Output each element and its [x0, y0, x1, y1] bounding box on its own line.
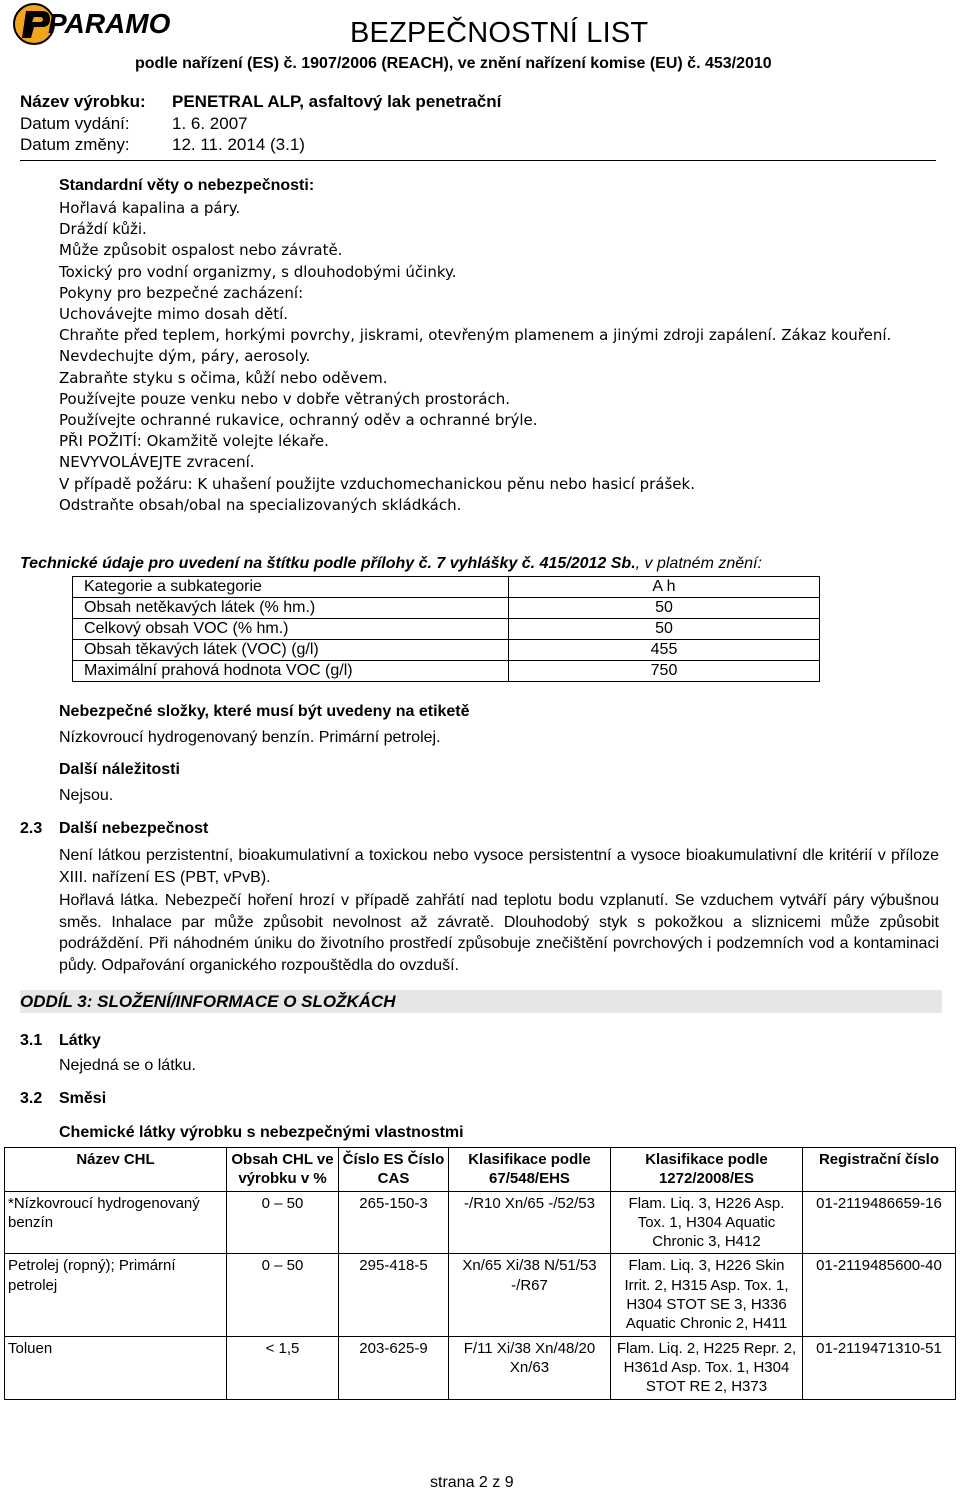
product-name-row: [20, 92, 501, 112]
section-2-3-paragraph-1: Není látkou perzistentní, bioakumulativní a toxickou nebo vysoce persistentní a vysoce bioakumulativní dle kritérií v příloze XIII. nařízení ES (PBT, vPvB).: [59, 847, 939, 886]
hazard-line: Dráždí kůži.: [59, 220, 147, 239]
logo-text: PARAMO: [48, 8, 171, 39]
classification-1272-2008: Flam. Liq. 3, H226 Asp. Tox. 1, H304 Aquatic Chronic 3, H412: [611, 1191, 803, 1254]
product-label: Název výrobku:: [20, 92, 146, 111]
other-text: Nejsou.: [59, 787, 114, 804]
classification-67-548: F/11 Xi/38 Xn/48/20 Xn/63: [449, 1336, 611, 1399]
chemical-ids: 203-625-9: [339, 1336, 449, 1399]
hazard-line: Může způsobit ospalost nebo závratě.: [59, 241, 343, 260]
technical-heading-rest: , v platném znění:: [635, 555, 762, 572]
chemicals-table: [4, 1147, 956, 1400]
issue-date-row: [20, 114, 248, 134]
column-header: Registrační číslo: [803, 1148, 956, 1192]
page-number: strana 2 z 9: [430, 1474, 514, 1491]
table-row: [73, 640, 820, 661]
chemical-content: < 1,5: [227, 1336, 339, 1399]
technical-heading-bold: Technické údaje pro uvedení na štítku podle přílohy č. 7 vyhlášky č. 415/2012 Sb.: [20, 555, 636, 572]
column-header: Klasifikace podle 67/548/EHS: [449, 1148, 611, 1192]
hazard-precaution-list: [59, 198, 939, 516]
tech-label: Celkový obsah VOC (% hm.): [73, 619, 509, 640]
header-divider: [20, 160, 936, 161]
section-3-2-number: 3.2: [20, 1090, 43, 1107]
tech-label: Obsah netěkavých látek (% hm.): [73, 598, 509, 619]
tech-value: 455: [509, 640, 820, 661]
section-3-1-number: 3.1: [20, 1032, 43, 1049]
hazard-line: Hořlavá kapalina a páry.: [59, 199, 241, 217]
section-2-3-paragraph-2: Hořlavá látka. Nebezpečí hoření hrozí v případě zahřátí nad teplotu bodu vzplanutí. Se vzduchem vytváří páry výbušnou směs. Inhalace par může způsobit nevolnost až závratě. Dlouhodobý styk s pokožkou a sliznicemi může způsobit podráždění. Při náhodném úniku do životního prostředí způsobuje znečištění povrchových i podzemních vod a kontaminaci půdy. Odpařování organického rozpouštědla do ovzduší.: [59, 892, 939, 974]
issue-date-label: Datum vydání:: [20, 114, 130, 133]
hazard-statements-heading: Standardní věty o nebezpečnosti:: [59, 177, 315, 194]
issue-date-value: 1. 6. 2007: [172, 114, 248, 133]
chemical-name: Toluen: [5, 1336, 227, 1399]
classification-1272-2008: Flam. Liq. 3, H226 Skin Irrit. 2, H315 Asp. Tox. 1, H304 STOT SE 3, H336 Aquatic Chronic 2, H411: [611, 1254, 803, 1336]
table-row: [73, 598, 820, 619]
change-date-row: [20, 135, 305, 155]
section-2-3-number: 2.3: [20, 820, 43, 837]
column-header: Obsah CHL ve výrobku v %: [227, 1148, 339, 1192]
tech-label: Maximální prahová hodnota VOC (g/l): [73, 661, 509, 682]
document-subtitle: podle nařízení (ES) č. 1907/2006 (REACH), ve znění nařízení komise (EU) č. 453/2010: [135, 55, 772, 72]
technical-data-heading: [20, 555, 762, 573]
precaution-line: Nevdechujte dým, páry, aerosoly.: [59, 347, 311, 366]
other-heading: Další náležitosti: [59, 761, 180, 778]
chemical-content: 0 – 50: [227, 1254, 339, 1336]
classification-67-548: Xn/65 Xi/38 N/51/53 -/R67: [449, 1254, 611, 1336]
hazard-line: Toxický pro vodní organizmy, s dlouhodobými účinky.: [59, 262, 457, 281]
table-row: [5, 1191, 956, 1254]
section-3-1-text: Nejedná se o látku.: [59, 1057, 196, 1074]
precaution-line: Chraňte před teplem, horkými povrchy, jiskrami, otevřeným plamenem a jinými zdroji zapálení. Zákaz kouření.: [59, 326, 892, 345]
chemical-content: 0 – 50: [227, 1191, 339, 1254]
technical-data-table: [72, 576, 820, 682]
precaution-line: Uchovávejte mimo dosah dětí.: [59, 305, 289, 324]
section-2-3-title: Další nebezpečnost: [59, 820, 209, 837]
precaution-line: Používejte pouze venku nebo v dobře větraných prostorách.: [59, 389, 511, 408]
precaution-line: Odstraňte obsah/obal na specializovaných skládkách.: [59, 495, 462, 514]
column-header: Číslo ES Číslo CAS: [339, 1148, 449, 1192]
section-3-2-title: Směsi: [59, 1090, 107, 1107]
registration-number: 01-2119486659-16: [803, 1191, 956, 1254]
chemical-ids: 295-418-5: [339, 1254, 449, 1336]
precaution-line: Používejte ochranné rukavice, ochranný oděv a ochranné brýle.: [59, 411, 538, 430]
paramo-logo: [12, 2, 202, 46]
table-header-row: [5, 1148, 956, 1192]
registration-number: 01-2119485600-40: [803, 1254, 956, 1336]
change-date-value: 12. 11. 2014 (3.1): [172, 135, 305, 154]
document-title: BEZPEČNOSTNÍ LIST: [350, 17, 649, 49]
tech-value: 750: [509, 661, 820, 682]
chemical-name: *Nízkovroucí hydrogenovaný benzín: [5, 1191, 227, 1254]
classification-67-548: -/R10 Xn/65 -/52/53: [449, 1191, 611, 1254]
section-3-title: ODDÍL 3: SLOŽENÍ/INFORMACE O SLOŽKÁCH: [20, 990, 942, 1013]
chemical-ids: 265-150-3: [339, 1191, 449, 1254]
precaution-line: NEVYVOLÁVEJTE zvracení.: [59, 453, 255, 472]
table-row: [73, 619, 820, 640]
tech-value: 50: [509, 598, 820, 619]
components-heading: Nebezpečné složky, které musí být uvedeny na etiketě: [59, 703, 470, 720]
table-row: [5, 1254, 956, 1336]
column-header: Název CHL: [5, 1148, 227, 1192]
column-header: Klasifikace podle 1272/2008/ES: [611, 1148, 803, 1192]
table-row: [5, 1336, 956, 1399]
chemical-name: Petrolej (ropný); Primární petrolej: [5, 1254, 227, 1336]
product-value: PENETRAL ALP, asfaltový lak penetrační: [172, 92, 502, 111]
registration-number: 01-2119471310-51: [803, 1336, 956, 1399]
change-date-label: Datum změny:: [20, 135, 130, 154]
tech-value: A h: [509, 577, 820, 598]
table-row: [73, 661, 820, 682]
tech-label: Kategorie a subkategorie: [73, 577, 509, 598]
precautions-heading: Pokyny pro bezpečné zacházení:: [59, 283, 304, 302]
components-text: Nízkovroucí hydrogenovaný benzín. Primární petrolej.: [59, 729, 441, 746]
tech-label: Obsah těkavých látek (VOC) (g/l): [73, 640, 509, 661]
chemicals-heading: Chemické látky výrobku s nebezpečnými vlastnostmi: [59, 1124, 464, 1141]
precaution-line: PŘI POŽITÍ: Okamžitě volejte lékaře.: [59, 432, 329, 451]
section-3-1-title: Látky: [59, 1032, 101, 1049]
precaution-line: Zabraňte styku s očima, kůží nebo oděvem.: [59, 368, 388, 387]
tech-value: 50: [509, 619, 820, 640]
classification-1272-2008: Flam. Liq. 2, H225 Repr. 2, H361d Asp. Tox. 1, H304 STOT RE 2, H373: [611, 1336, 803, 1399]
table-row: [73, 577, 820, 598]
precaution-line: V případě požáru: K uhašení použijte vzduchomechanickou pěnu nebo hasicí prášek.: [59, 474, 695, 493]
